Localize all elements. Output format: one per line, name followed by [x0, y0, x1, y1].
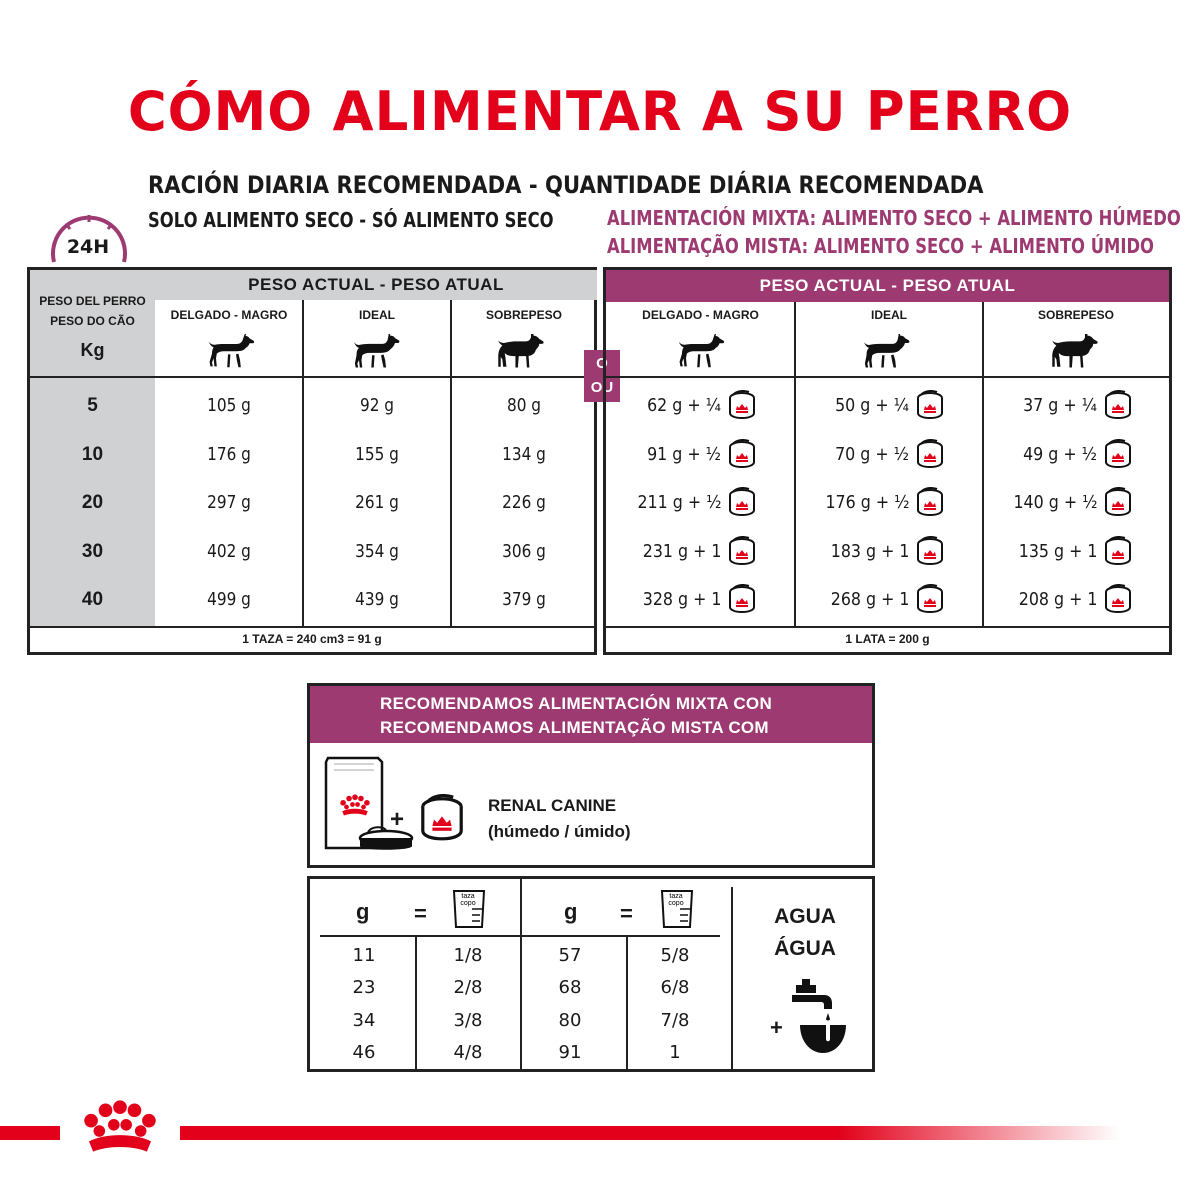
- mix-cell: [637, 439, 757, 469]
- mix-cell: [1013, 390, 1133, 420]
- mix-cell: [632, 584, 757, 614]
- or-es: O: [596, 355, 608, 372]
- mix-cell: [632, 536, 757, 566]
- cup-value: 3/8: [453, 1010, 483, 1031]
- brand-line-left: [0, 1126, 60, 1140]
- page-title: CÓMO ALIMENTAR A SU PERRO: [127, 80, 1073, 143]
- dry-table-header: PESO ACTUAL - PESO ATUAL: [155, 270, 597, 300]
- grams-value: 46: [352, 1042, 376, 1063]
- water-label-pt: ÁGUA: [774, 937, 836, 960]
- product-name: RENAL CANINE: [488, 796, 617, 815]
- plus-sign: +: [390, 806, 405, 833]
- dry-cell: 134 g: [502, 444, 546, 465]
- mix-cell: [626, 487, 757, 517]
- col-divider: [731, 887, 733, 1071]
- col-header-thin: DELGADO - MAGRO: [642, 308, 759, 322]
- mix-cell: [825, 390, 945, 420]
- wet-can-icon: [727, 536, 757, 566]
- measuring-cup-icon: [658, 887, 698, 931]
- weight-value: 20: [81, 492, 104, 513]
- water-plus-sign: +: [770, 1015, 783, 1040]
- wet-can-icon: [1103, 487, 1133, 517]
- wet-can-icon: [1103, 536, 1133, 566]
- overweight-dog-icon: [496, 334, 548, 370]
- mixed-label-pt: ALIMENTAÇÃO MISTA: ALIMENTO SECO + ALIMENTO ÚMIDO: [607, 234, 1155, 258]
- cup-value: 7/8: [660, 1010, 690, 1031]
- weight-unit: Kg: [80, 340, 105, 360]
- overweight-dog-icon: [1050, 334, 1102, 370]
- mix-amount: 135 g + 1: [1018, 540, 1097, 562]
- wet-can-icon: [727, 584, 757, 614]
- mix-amount: 37 g + ¼: [1023, 394, 1097, 416]
- mix-amount: 268 g + 1: [830, 588, 909, 610]
- mix-cell: [637, 390, 757, 420]
- mix-amount: 208 g + 1: [1018, 588, 1097, 610]
- col-divider: [450, 300, 452, 626]
- cup-value: 5/8: [660, 945, 690, 966]
- recommendation-header: [310, 686, 872, 743]
- wet-can-icon: [915, 439, 945, 469]
- mix-table-header: PESO ACTUAL - PESO ATUAL: [606, 270, 1169, 302]
- subtitle: RACIÓN DIARIA RECOMENDADA - QUANTIDADE DIÁRIA RECOMENDADA: [148, 171, 984, 199]
- recommendation-box: [307, 683, 875, 868]
- wet-can-icon: [1103, 439, 1133, 469]
- dry-cell: 499 g: [207, 589, 251, 610]
- wet-can-icon: [915, 487, 945, 517]
- header-divider: [30, 376, 597, 378]
- mix-amount: 62 g + ¼: [647, 394, 721, 416]
- dry-cell: 226 g: [502, 492, 546, 513]
- col-divider: [520, 879, 522, 1071]
- mix-amount: 140 g + ½: [1012, 491, 1097, 513]
- grams-value: 91: [558, 1042, 582, 1063]
- brand-line-right: [180, 1126, 1120, 1140]
- wet-can-icon: [727, 487, 757, 517]
- dry-cell: 261 g: [355, 492, 399, 513]
- mix-cell: [1008, 584, 1133, 614]
- wet-can-icon: [915, 584, 945, 614]
- grams-value: 80: [558, 1010, 582, 1031]
- water-tap-icon: [788, 977, 848, 1059]
- dry-cell: 306 g: [502, 541, 546, 562]
- weight-header-es: PESO DEL PERRO: [39, 294, 146, 308]
- grams-value: 68: [558, 977, 582, 998]
- wet-can-icon: [915, 390, 945, 420]
- product-type: (húmedo / úmido): [488, 822, 631, 841]
- col-divider: [415, 937, 417, 1071]
- dry-only-label: SOLO ALIMENTO SECO - SÓ ALIMENTO SECO: [148, 208, 554, 232]
- wet-can-icon: [915, 536, 945, 566]
- royal-canin-crown-logo: [68, 1100, 172, 1162]
- thin-dog-icon: [678, 334, 726, 370]
- wet-can-icon: [727, 439, 757, 469]
- col-divider: [302, 300, 304, 626]
- weight-value: 40: [81, 589, 104, 610]
- weight-header-pt: PESO DO CÃO: [50, 314, 135, 328]
- footer-divider: [606, 626, 1169, 628]
- wet-can-icon: [1103, 390, 1133, 420]
- cup-label-1: taza: [461, 893, 475, 900]
- mix-amount: 183 g + 1: [830, 540, 909, 562]
- grams-value: 34: [352, 1010, 376, 1031]
- dry-cell: 297 g: [207, 492, 251, 513]
- dry-cell: 92 g: [359, 395, 395, 416]
- dry-cell: 80 g: [506, 395, 542, 416]
- grams-label: g: [564, 899, 578, 924]
- ideal-dog-icon: [862, 334, 912, 370]
- dry-food-table: [27, 267, 597, 655]
- footer-divider: [30, 626, 597, 628]
- col-header-ideal: IDEAL: [871, 308, 907, 322]
- col-header-thin: DELGADO - MAGRO: [170, 308, 288, 322]
- cup-value: 6/8: [660, 977, 690, 998]
- grams-label: g: [356, 899, 370, 924]
- cup-label-2: copo: [460, 900, 476, 907]
- grams-value: 23: [352, 977, 376, 998]
- cup-value: 1/8: [453, 945, 483, 966]
- col-divider: [626, 937, 628, 1071]
- equals-sign: =: [414, 901, 427, 926]
- grams-value: 11: [352, 945, 376, 966]
- mix-cell: [1008, 536, 1133, 566]
- mix-amount: 91 g + ½: [647, 443, 721, 465]
- cup-value: 1: [669, 1042, 681, 1063]
- water-label-es: AGUA: [774, 905, 836, 928]
- measuring-cup-icon: [450, 887, 490, 931]
- weight-value: 30: [81, 541, 104, 562]
- mix-cell: [820, 584, 945, 614]
- col-header-overweight: SOBREPESO: [1037, 308, 1115, 322]
- dry-cell: 402 g: [207, 541, 251, 562]
- cup-label-1: taza: [669, 893, 683, 900]
- weight-value: 10: [81, 444, 104, 465]
- col-divider: [982, 302, 984, 626]
- col-divider: [794, 302, 796, 626]
- mix-cell: [820, 536, 945, 566]
- mix-amount: 211 g + ½: [636, 491, 721, 513]
- mixed-food-table: [603, 267, 1172, 655]
- col-header-ideal: IDEAL: [359, 308, 395, 322]
- clock-label: 24H: [66, 236, 110, 258]
- or-pt: OU: [590, 379, 614, 396]
- dry-cell: 379 g: [502, 589, 546, 610]
- cup-conversion-table: [307, 876, 875, 1072]
- mix-amount: 328 g + 1: [642, 588, 721, 610]
- cup-label-2: copo: [668, 900, 684, 907]
- weight-value: 5: [87, 395, 98, 416]
- mix-amount: 49 g + ½: [1023, 443, 1097, 465]
- ideal-dog-icon: [352, 334, 402, 370]
- wet-can-icon: [1103, 584, 1133, 614]
- dry-cell: 439 g: [355, 589, 399, 610]
- mix-amount: 70 g + ½: [835, 443, 909, 465]
- header-divider: [606, 376, 1169, 378]
- mix-cell: [814, 487, 945, 517]
- mix-cell: [1002, 487, 1133, 517]
- cup-value: 4/8: [453, 1042, 483, 1063]
- dry-cell: 105 g: [207, 395, 251, 416]
- mix-amount: 176 g + ½: [824, 491, 909, 513]
- mixed-label-es: ALIMENTACIÓN MIXTA: ALIMENTO SECO + ALIMENTO HÚMEDO: [607, 206, 1181, 230]
- col-header-overweight: SOBREPESO: [485, 308, 563, 322]
- mix-cell: [1013, 439, 1133, 469]
- equals-sign: =: [620, 901, 633, 926]
- thin-dog-icon: [208, 334, 256, 370]
- dry-cell: 176 g: [207, 444, 251, 465]
- wet-can-icon: [418, 794, 466, 842]
- cup-equivalence: 1 TAZA = 240 cm3 = 91 g: [242, 632, 382, 646]
- mix-amount: 50 g + ¼: [835, 394, 909, 416]
- wet-can-icon: [727, 390, 757, 420]
- grams-value: 57: [558, 945, 582, 966]
- recommendation-line-es: RECOMENDAMOS ALIMENTACIÓN MIXTA CON: [380, 694, 773, 713]
- can-equivalence: 1 LATA = 200 g: [845, 632, 930, 646]
- dry-cell: 155 g: [355, 444, 399, 465]
- cup-value: 2/8: [453, 977, 483, 998]
- recommendation-line-pt: RECOMENDAMOS ALIMENTAÇÃO MISTA COM: [380, 718, 769, 737]
- dry-cell: 354 g: [355, 541, 399, 562]
- mix-cell: [825, 439, 945, 469]
- mix-amount: 231 g + 1: [642, 540, 721, 562]
